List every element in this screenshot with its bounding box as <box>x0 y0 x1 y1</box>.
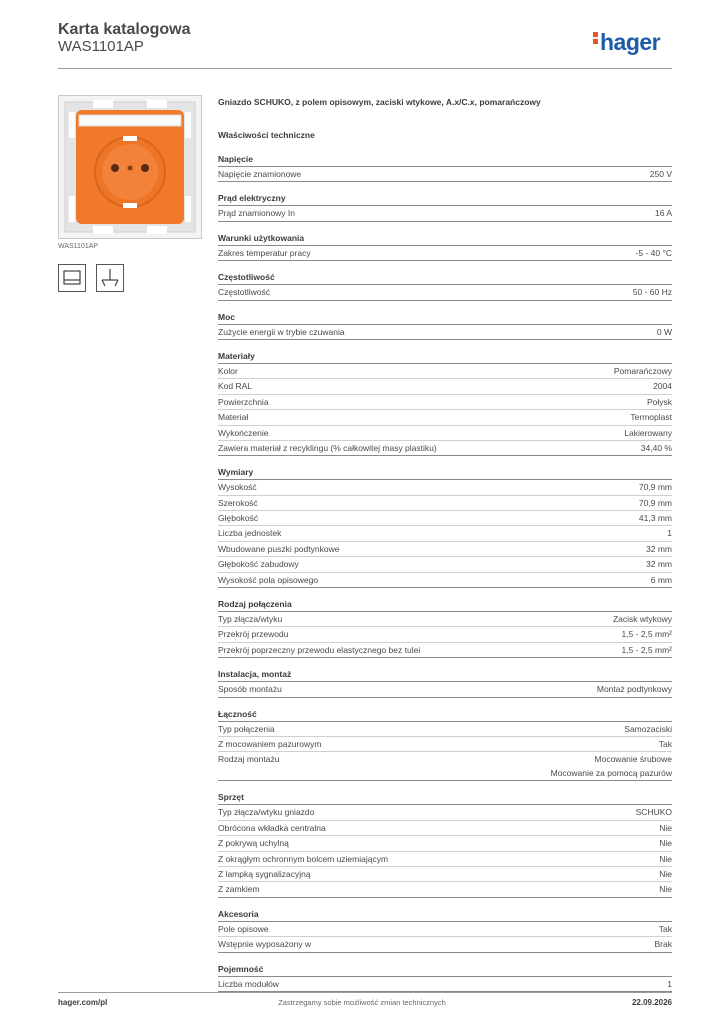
spec-value: Nie <box>659 868 672 879</box>
document-title: Karta katalogowa <box>58 21 191 38</box>
spec-value: -5 - 40 °C <box>635 247 672 258</box>
spec-value: 70,9 mm <box>638 497 672 508</box>
spec-row <box>218 722 672 737</box>
spec-row <box>218 922 672 937</box>
spec-row <box>218 379 672 394</box>
spec-value: 1,5 - 2,5 mm² <box>621 644 672 655</box>
spec-group <box>218 231 672 261</box>
spec-value: 1 <box>667 978 672 989</box>
spec-value: 250 V <box>649 169 672 179</box>
spec-label: Głębokość zabudowy <box>218 559 299 570</box>
spec-group <box>218 790 672 897</box>
spec-row <box>218 496 672 511</box>
spec-row <box>218 821 672 836</box>
spec-label: Z okrągłym ochronnym bolcem uziemiającym <box>218 853 389 864</box>
spec-label: Z mocowaniem pazurowym <box>218 738 322 749</box>
spec-row <box>218 882 672 897</box>
spec-value: Zacisk wtykowy <box>612 614 672 625</box>
spec-group <box>218 152 672 182</box>
spec-value: 16 A <box>654 208 672 219</box>
spec-group <box>218 191 672 221</box>
spec-value: 32 mm <box>646 543 672 554</box>
spec-row <box>218 643 672 658</box>
spec-row <box>218 682 672 697</box>
spec-value: Samozaciski <box>624 723 672 734</box>
spec-label: Częstotliwość <box>218 287 270 298</box>
spec-group <box>218 465 672 588</box>
spec-group <box>218 349 672 456</box>
spec-label: Obrócona wkładka centralna <box>218 822 326 833</box>
footer-divider <box>58 992 672 993</box>
technical-specs <box>218 152 672 1001</box>
spec-row <box>218 206 672 221</box>
spec-group <box>218 310 672 340</box>
spec-row <box>218 752 672 781</box>
spec-value: Nie <box>659 838 672 849</box>
spec-label: Kod RAL <box>218 381 253 392</box>
spec-row <box>218 852 672 867</box>
spec-row <box>218 167 672 182</box>
spec-value: Nie <box>659 853 672 864</box>
spec-group-title: Łączność <box>218 707 672 722</box>
spec-group-title: Wymiary <box>218 465 672 480</box>
spec-label: Materiał <box>218 412 249 423</box>
spec-group <box>218 707 672 782</box>
spec-value: Tak <box>658 738 672 749</box>
spec-row <box>218 557 672 572</box>
socket-image <box>59 96 201 238</box>
spec-row <box>218 480 672 495</box>
spec-row <box>218 426 672 441</box>
spec-label: Wysokość pola opisowego <box>218 574 319 585</box>
spec-row <box>218 364 672 379</box>
hager-logo[interactable]: hager <box>593 29 660 59</box>
spec-group-title: Instalacja, montaż <box>218 667 672 682</box>
spec-row <box>218 395 672 410</box>
spec-group-title: Rodzaj połączenia <box>218 597 672 612</box>
spec-value: 34,40 % <box>640 442 672 453</box>
spec-label: Kolor <box>218 365 238 376</box>
spec-value: Połysk <box>646 396 672 407</box>
product-code-heading: WAS1101AP <box>58 38 144 55</box>
spec-row <box>218 285 672 300</box>
spec-label: Typ złącza/wtyku gniazdo <box>218 807 315 818</box>
spec-row <box>218 937 672 952</box>
spec-label: Zawiera materiał z recyklingu (% całkowitej masy plastiku) <box>218 442 437 453</box>
spec-value: 32 mm <box>646 559 672 570</box>
footer-note: Zastrzegamy sobie możliwość zmian technicznych <box>278 998 446 1007</box>
image-caption: WAS1101AP <box>58 243 99 250</box>
logo-dots-icon <box>593 30 598 46</box>
spec-label: Z zamkiem <box>218 884 260 895</box>
spec-group-title: Napięcie <box>218 152 672 167</box>
spec-group <box>218 907 672 953</box>
spec-group-title: Sprzęt <box>218 790 672 805</box>
spec-row <box>218 627 672 642</box>
spec-row <box>218 542 672 557</box>
spec-group-title: Pojemność <box>218 962 672 977</box>
spec-label: Typ złącza/wtyku <box>218 614 283 625</box>
spec-label: Przekrój przewodu <box>218 629 289 640</box>
spec-value: 1,5 - 2,5 mm² <box>621 629 672 640</box>
spec-group-title: Akcesoria <box>218 907 672 922</box>
spec-label: Napięcie znamionowe <box>218 169 302 179</box>
spec-row <box>218 977 672 992</box>
section-title: Właściwości techniczne <box>218 130 315 140</box>
header-divider <box>58 68 672 69</box>
spec-value: 0 W <box>656 326 672 337</box>
spec-group-title: Materiały <box>218 349 672 364</box>
spec-value: Brak <box>654 939 672 950</box>
spec-value: 6 mm <box>650 574 672 585</box>
spec-group <box>218 597 672 658</box>
spec-label: Wbudowane puszki podtynkowe <box>218 543 340 554</box>
spec-value: Nie <box>659 884 672 895</box>
spec-row <box>218 325 672 340</box>
spec-value: 41,3 mm <box>638 513 672 524</box>
spec-row <box>218 511 672 526</box>
spec-value: 50 - 60 Hz <box>632 287 672 298</box>
spec-label: Pole opisowe <box>218 923 269 934</box>
spec-label: Wysokość <box>218 482 257 493</box>
spec-label: Sposób montażu <box>218 684 282 695</box>
footer-date: 22.09.2026 <box>631 998 672 1007</box>
spec-label: Rodzaj montażu <box>218 754 280 765</box>
spec-group <box>218 962 672 992</box>
spec-label: Liczba modułów <box>218 978 279 989</box>
spec-group-title: Prąd elektryczny <box>218 191 672 206</box>
spec-label: Przekrój poprzeczny przewodu elastycznego bez tulei <box>218 644 421 655</box>
spec-row <box>218 612 672 627</box>
spec-label: Powierzchnia <box>218 396 269 407</box>
flush-mount-box-icon <box>58 264 86 292</box>
spec-label: Szerokość <box>218 497 258 508</box>
spec-label: Zakres temperatur pracy <box>218 247 311 258</box>
spec-row <box>218 410 672 425</box>
spec-value: SCHUKO <box>635 807 672 818</box>
spec-row <box>218 836 672 851</box>
product-description: Gniazdo SCHUKO, z polem opisowym, zaciski wtykowe, A.x/C.x, pomarańczowy <box>218 97 541 107</box>
spec-value: Pomarańczowy <box>613 365 672 376</box>
spec-value: 70,9 mm <box>638 482 672 493</box>
spec-label: Głębokość <box>218 513 259 524</box>
spec-row <box>218 805 672 820</box>
spec-group-title: Częstotliwość <box>218 270 672 285</box>
spec-row <box>218 246 672 261</box>
footer-website-link[interactable]: hager.com/pl <box>58 998 108 1007</box>
spec-group-title: Warunki użytkowania <box>218 231 672 246</box>
earth-symbol-icon <box>96 264 124 292</box>
spec-label: Z lampką sygnalizacyjną <box>218 868 311 879</box>
spec-label: Prąd znamionowy In <box>218 208 296 219</box>
spec-value: Mocowanie śrubowe Mocowanie za pomocą pazurów <box>550 754 672 779</box>
spec-value: Termoplast <box>630 412 672 423</box>
spec-value: 1 <box>667 528 672 539</box>
product-image <box>58 95 202 239</box>
spec-value: Nie <box>659 822 672 833</box>
spec-label: Z pokrywą uchylną <box>218 838 289 849</box>
spec-value: Montaż podtynkowy <box>596 684 672 695</box>
spec-row <box>218 573 672 588</box>
spec-value: Tak <box>658 923 672 934</box>
spec-label: Wykończenie <box>218 427 269 438</box>
spec-value: Lakierowany <box>624 427 672 438</box>
spec-label: Liczba jednostek <box>218 528 282 539</box>
spec-group-title: Moc <box>218 310 672 325</box>
spec-row <box>218 526 672 541</box>
spec-label: Typ połączenia <box>218 723 275 734</box>
spec-value: 2004 <box>653 381 672 392</box>
spec-group <box>218 667 672 697</box>
spec-group <box>218 270 672 300</box>
spec-row <box>218 737 672 752</box>
spec-row <box>218 867 672 882</box>
spec-label: Zużycie energii w trybie czuwania <box>218 326 345 337</box>
spec-label: Wstępnie wyposażony w <box>218 939 312 950</box>
spec-row <box>218 441 672 456</box>
